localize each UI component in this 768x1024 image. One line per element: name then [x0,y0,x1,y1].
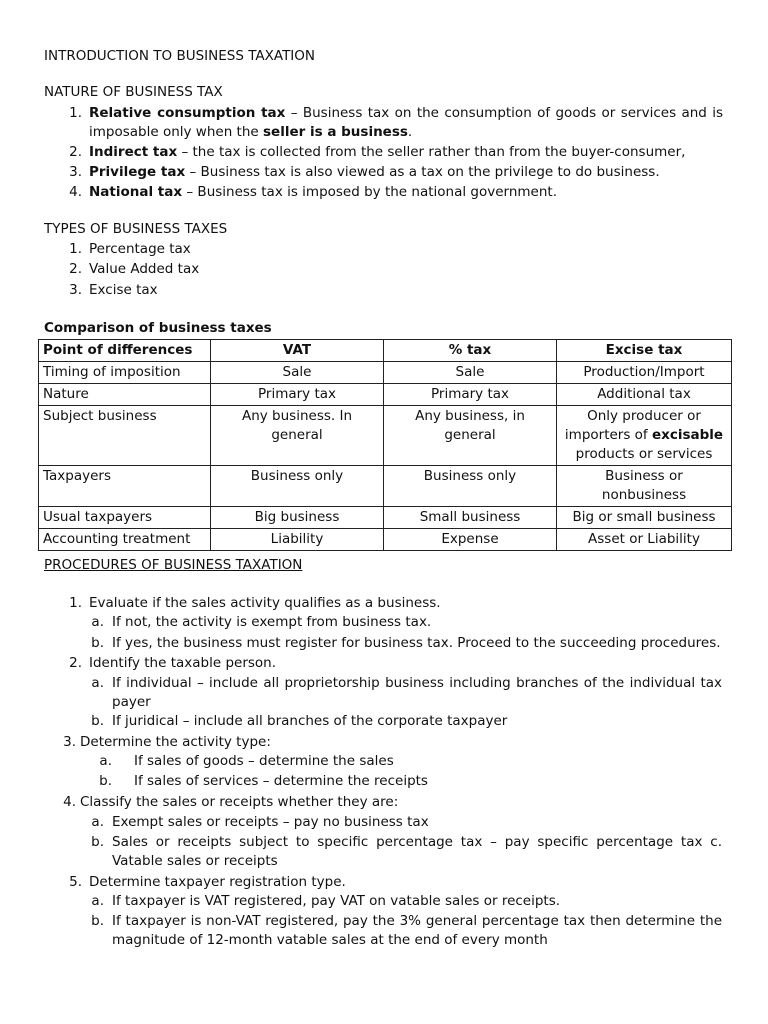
emphasis: seller is a business [263,124,408,140]
term: Relative consumption tax [89,105,286,121]
comparison-table [38,339,732,551]
document-title: INTRODUCTION TO BUSINESS TAXATION [44,48,316,64]
table-cell: Expense [384,529,557,551]
punctuation: . [407,124,413,140]
substep-text: If juridical – include all branches of the corporate taxpayer [112,713,508,729]
step-text: Determine the activity type: [80,734,271,750]
term: National tax [89,184,183,200]
substep-letter: b. [99,773,112,789]
list-number: 1. [69,105,82,121]
table-row [39,466,732,507]
substep-text: Exempt sales or receipts – pay no business tax [112,814,429,830]
table-cell: Additional tax [557,384,732,406]
list-number: 2. [69,144,82,160]
column-header: Point of differences [39,340,211,362]
term: Privilege tax [89,164,186,180]
table-cell: Any business. In general [211,406,384,466]
list-item [89,104,723,142]
cell-text: products or services [575,446,713,462]
step-text: Identify the taxable person. [89,655,277,671]
table-cell: Sale [384,362,557,384]
list-item [89,183,557,202]
table-cell: Big or small business [557,507,732,529]
column-header: VAT [211,340,384,362]
step-number: 5. [69,874,82,890]
table-cell: Production/Import [557,362,732,384]
table-row [39,406,732,466]
cell-text: Only producer or importers of [564,408,701,443]
step-text: Evaluate if the sales activity qualifies as a business. [89,595,441,611]
term: Indirect tax [89,144,178,160]
table-row [39,507,732,529]
table-cell [557,406,732,466]
substep-letter: a. [91,675,104,691]
substep-letter: a. [91,814,104,830]
definition: – the tax is collected from the seller rather than from the buyer-consumer, [177,144,686,160]
table-cell: Asset or Liability [557,529,732,551]
substep-letter: b. [91,834,104,850]
definition: – Business tax on the consumption of goods or services and is imposable only when the [89,105,724,140]
substep-text: Sales or receipts subject to specific percentage tax – pay specific percentage tax c. Vatable sales or receipts [112,834,722,869]
table-cell: Primary tax [211,384,384,406]
step-number: 4. [63,794,76,810]
substep-letter: a. [91,893,104,909]
substep-text: If taxpayer is non-VAT registered, pay the 3% general percentage tax then determine the magnitude of 12-month vatable sales at the end of every month [112,913,722,948]
row-label: Accounting treatment [39,529,211,551]
substep-text: If individual – include all proprietorship business including branches of the individual tax payer [112,675,722,710]
substep-letter: b. [91,713,104,729]
list-item: Value Added tax [89,261,200,277]
row-label: Subject business [39,406,211,466]
table-cell: Sale [211,362,384,384]
list-number: 2. [69,261,82,277]
row-label: Timing of imposition [39,362,211,384]
table-cell: Big business [211,507,384,529]
list-item: Excise tax [89,282,158,298]
row-label: Usual taxpayers [39,507,211,529]
list-number: 3. [69,282,82,298]
procedures-heading [44,556,302,575]
table-cell: Business only [211,466,384,507]
table-caption: Comparison of business taxes [44,320,272,336]
step-number: 2. [69,655,82,671]
list-number: 1. [69,241,82,257]
step-number: 3. [63,734,76,750]
substep-letter: b. [91,635,104,651]
table-row [39,362,732,384]
step-number: 1. [69,595,82,611]
table-row [39,529,732,551]
substep-text: If sales of goods – determine the sales [134,753,394,769]
row-label: Nature [39,384,211,406]
table-cell: Any business, in general [384,406,557,466]
substep-text: If not, the activity is exempt from business tax. [112,614,432,630]
table-cell: Small business [384,507,557,529]
column-header: % tax [384,340,557,362]
substep-letter: a. [91,614,104,630]
step-text: Determine taxpayer registration type. [89,874,346,890]
types-heading: TYPES OF BUSINESS TAXES [44,221,228,237]
step-text: Classify the sales or receipts whether they are: [80,794,399,810]
substep-text: If yes, the business must register for business tax. Proceed to the succeeding procedures. [112,635,721,651]
column-header: Excise tax [557,340,732,362]
list-number: 3. [69,164,82,180]
substep-text: If taxpayer is VAT registered, pay VAT on vatable sales or receipts. [112,893,561,909]
table-cell: Business or nonbusiness [557,466,732,507]
substep-text: If sales of services – determine the receipts [134,773,428,789]
row-label: Taxpayers [39,466,211,507]
table-cell: Business only [384,466,557,507]
table-cell: Liability [211,529,384,551]
substep-letter: a. [99,753,112,769]
table-cell: Primary tax [384,384,557,406]
list-item: Percentage tax [89,241,191,257]
cell-emphasis: excisable [651,427,724,443]
list-item [89,143,685,162]
table-row [39,384,732,406]
nature-heading: NATURE OF BUSINESS TAX [44,84,223,100]
list-number: 4. [69,184,82,200]
definition: – Business tax is imposed by the national government. [182,184,557,200]
procedures-heading-text: PROCEDURES OF BUSINESS TAXATION [44,557,303,573]
definition: – Business tax is also viewed as a tax on the privilege to do business. [185,164,660,180]
table-header-row [39,340,732,362]
substep-letter: b. [91,913,104,929]
list-item [89,163,660,182]
